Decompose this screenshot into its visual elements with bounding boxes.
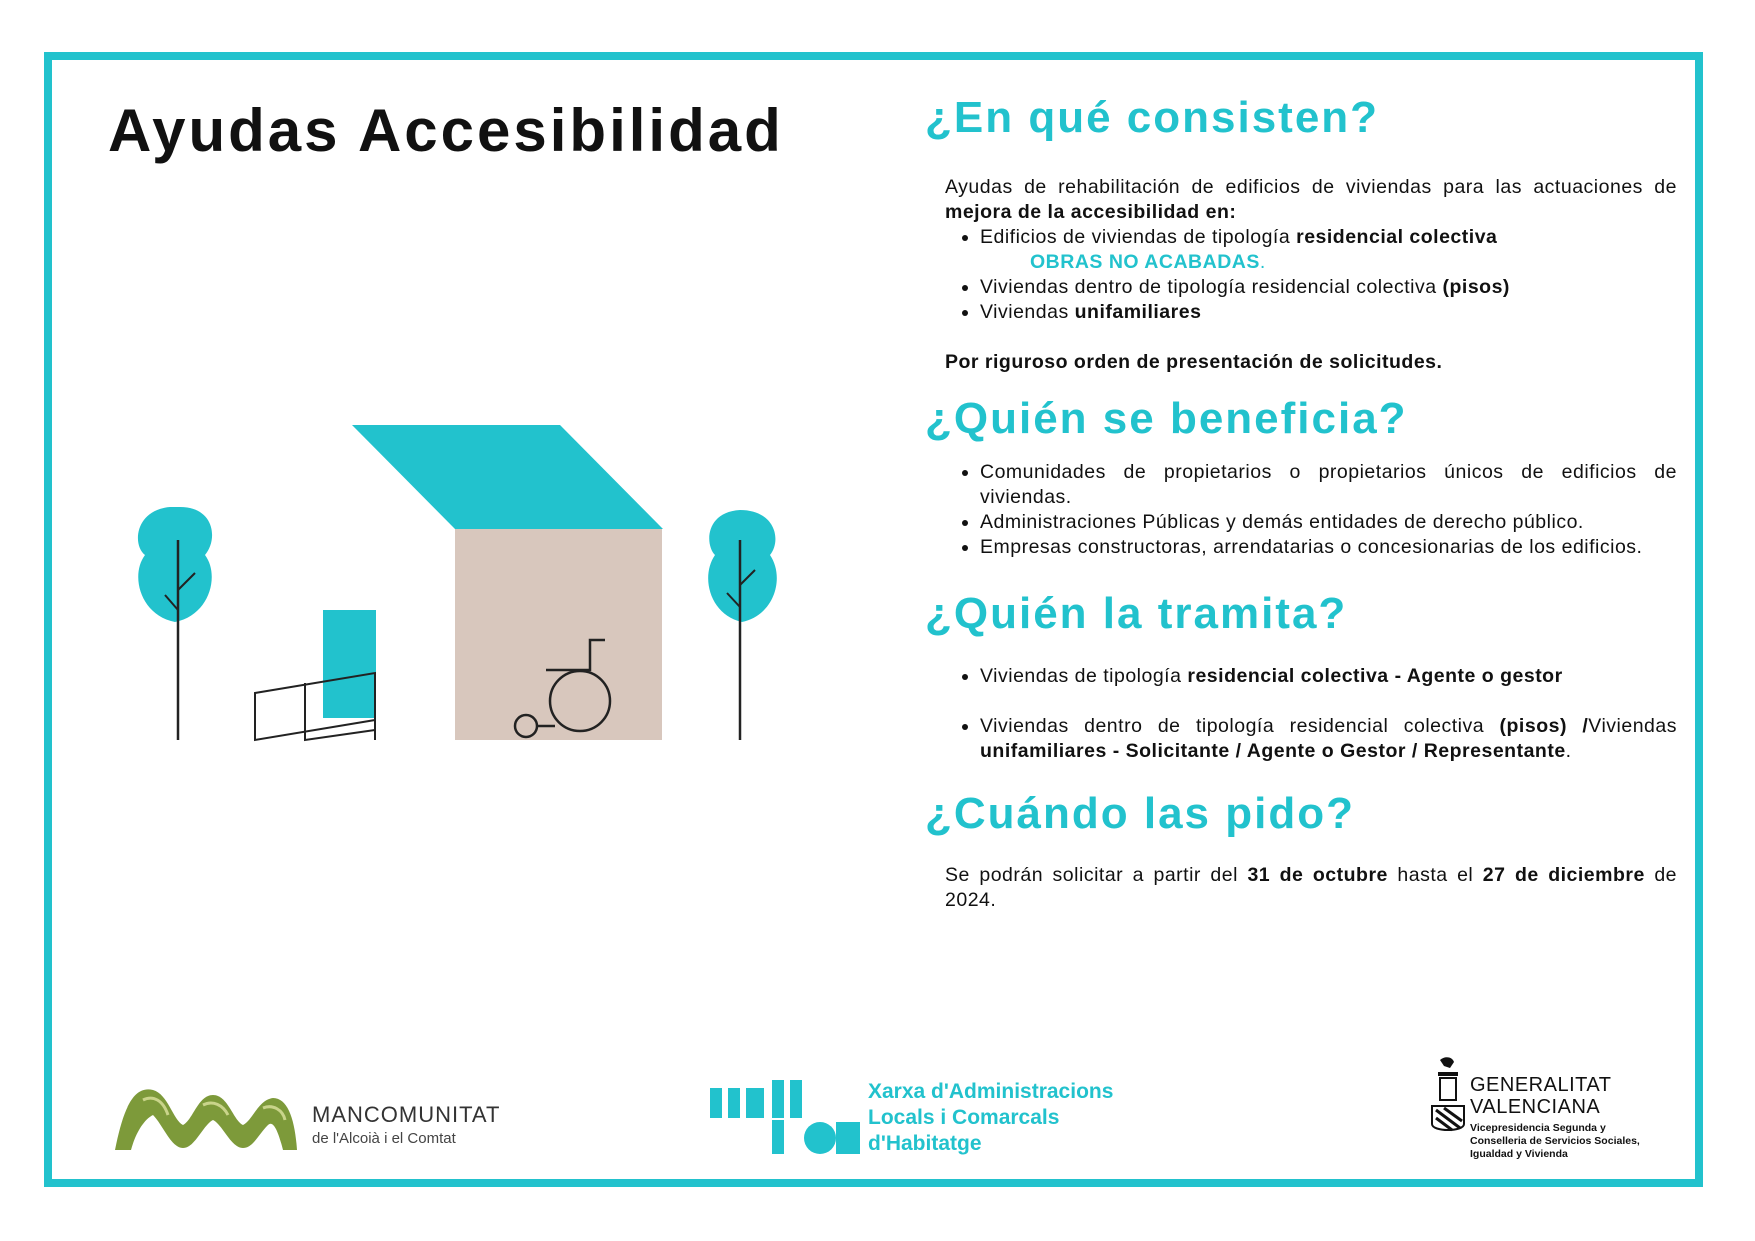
- list-item: • Viviendas de tipología residencial colectiva - Agente o gestor: [980, 664, 1677, 689]
- page-title: Ayudas Accesibilidad: [108, 97, 784, 164]
- consisten-list: [945, 225, 1677, 325]
- tramita-body: [945, 664, 1677, 764]
- beneficia-list: [945, 460, 1677, 560]
- tree-right-icon: [708, 510, 777, 740]
- cuando-text: Se podrán solicitar a partir del 31 de octubre hasta el 27 de diciembre de 2024.: [945, 864, 1678, 912]
- generalitat-sub3: Igualdad y Vivienda: [1470, 1148, 1568, 1160]
- generalitat-sub1: Vicepresidencia Segunda y: [1470, 1122, 1606, 1134]
- list-item: • Viviendas unifamiliares: [980, 300, 1677, 325]
- generalitat-line1: GENERALITAT: [1470, 1074, 1612, 1096]
- tramita-list: [945, 664, 1677, 764]
- house-accessibility-illustration: [130, 415, 780, 755]
- order-note: Por riguroso orden de presentación de solicitudes.: [945, 350, 1443, 373]
- xalloc-logo-icon: [710, 1080, 860, 1155]
- mancomunitat-sub: de l'Alcoià i el Comtat: [312, 1130, 456, 1147]
- list-item: • Comunidades de propietarios o propietarios únicos de edificios de viviendas.: [980, 460, 1677, 510]
- heading-cuando: ¿Cuándo las pido?: [925, 789, 1355, 839]
- heading-tramita: ¿Quién la tramita?: [925, 588, 1348, 638]
- list-item: • Viviendas dentro de tipología residencial colectiva (pisos) /Viviendas unifamiliares - Solicitante / Agente o Gestor / Representante.: [980, 714, 1677, 764]
- door-icon: [323, 610, 376, 718]
- consisten-intro: Ayudas de rehabilitación de edificios de viviendas para las actuaciones de mejora de la accesibilidad en:: [945, 175, 1677, 223]
- list-item: • Administraciones Públicas y demás entidades de derecho público.: [980, 510, 1677, 535]
- footer-logos: [0, 1050, 1755, 1180]
- generalitat-coat-of-arms-icon: [1430, 1056, 1466, 1136]
- mancomunitat-name: MANCOMUNITAT: [312, 1102, 501, 1127]
- mancomunitat-logo-icon: [113, 1080, 298, 1155]
- house-wall: [455, 529, 662, 740]
- consisten-body: [945, 175, 1677, 375]
- heading-consisten: ¿En qué consisten?: [925, 93, 1380, 142]
- list-item: • Empresas constructoras, arrendatarias o concesionarias de los edificios.: [980, 535, 1677, 560]
- list-item: • Edificios de viviendas de tipología residencial colectiva OBRAS NO ACABADAS.: [980, 225, 1677, 275]
- xarxa-line1: Xarxa d'Administracions: [868, 1080, 1114, 1103]
- heading-beneficia: ¿Quién se beneficia?: [925, 393, 1408, 443]
- generalitat-line2: VALENCIANA: [1470, 1096, 1601, 1118]
- xarxa-line3: d'Habitatge: [868, 1132, 982, 1155]
- roof-icon: [352, 425, 663, 529]
- tree-left-icon: [138, 507, 212, 740]
- xarxa-line2: Locals i Comarcals: [868, 1106, 1060, 1129]
- list-item: • Viviendas dentro de tipología residencial colectiva (pisos): [980, 275, 1677, 300]
- cuando-body: [945, 863, 1677, 913]
- content-column: [925, 92, 1677, 913]
- beneficia-body: [945, 460, 1677, 560]
- generalitat-sub2: Conselleria de Servicios Sociales,: [1470, 1135, 1640, 1147]
